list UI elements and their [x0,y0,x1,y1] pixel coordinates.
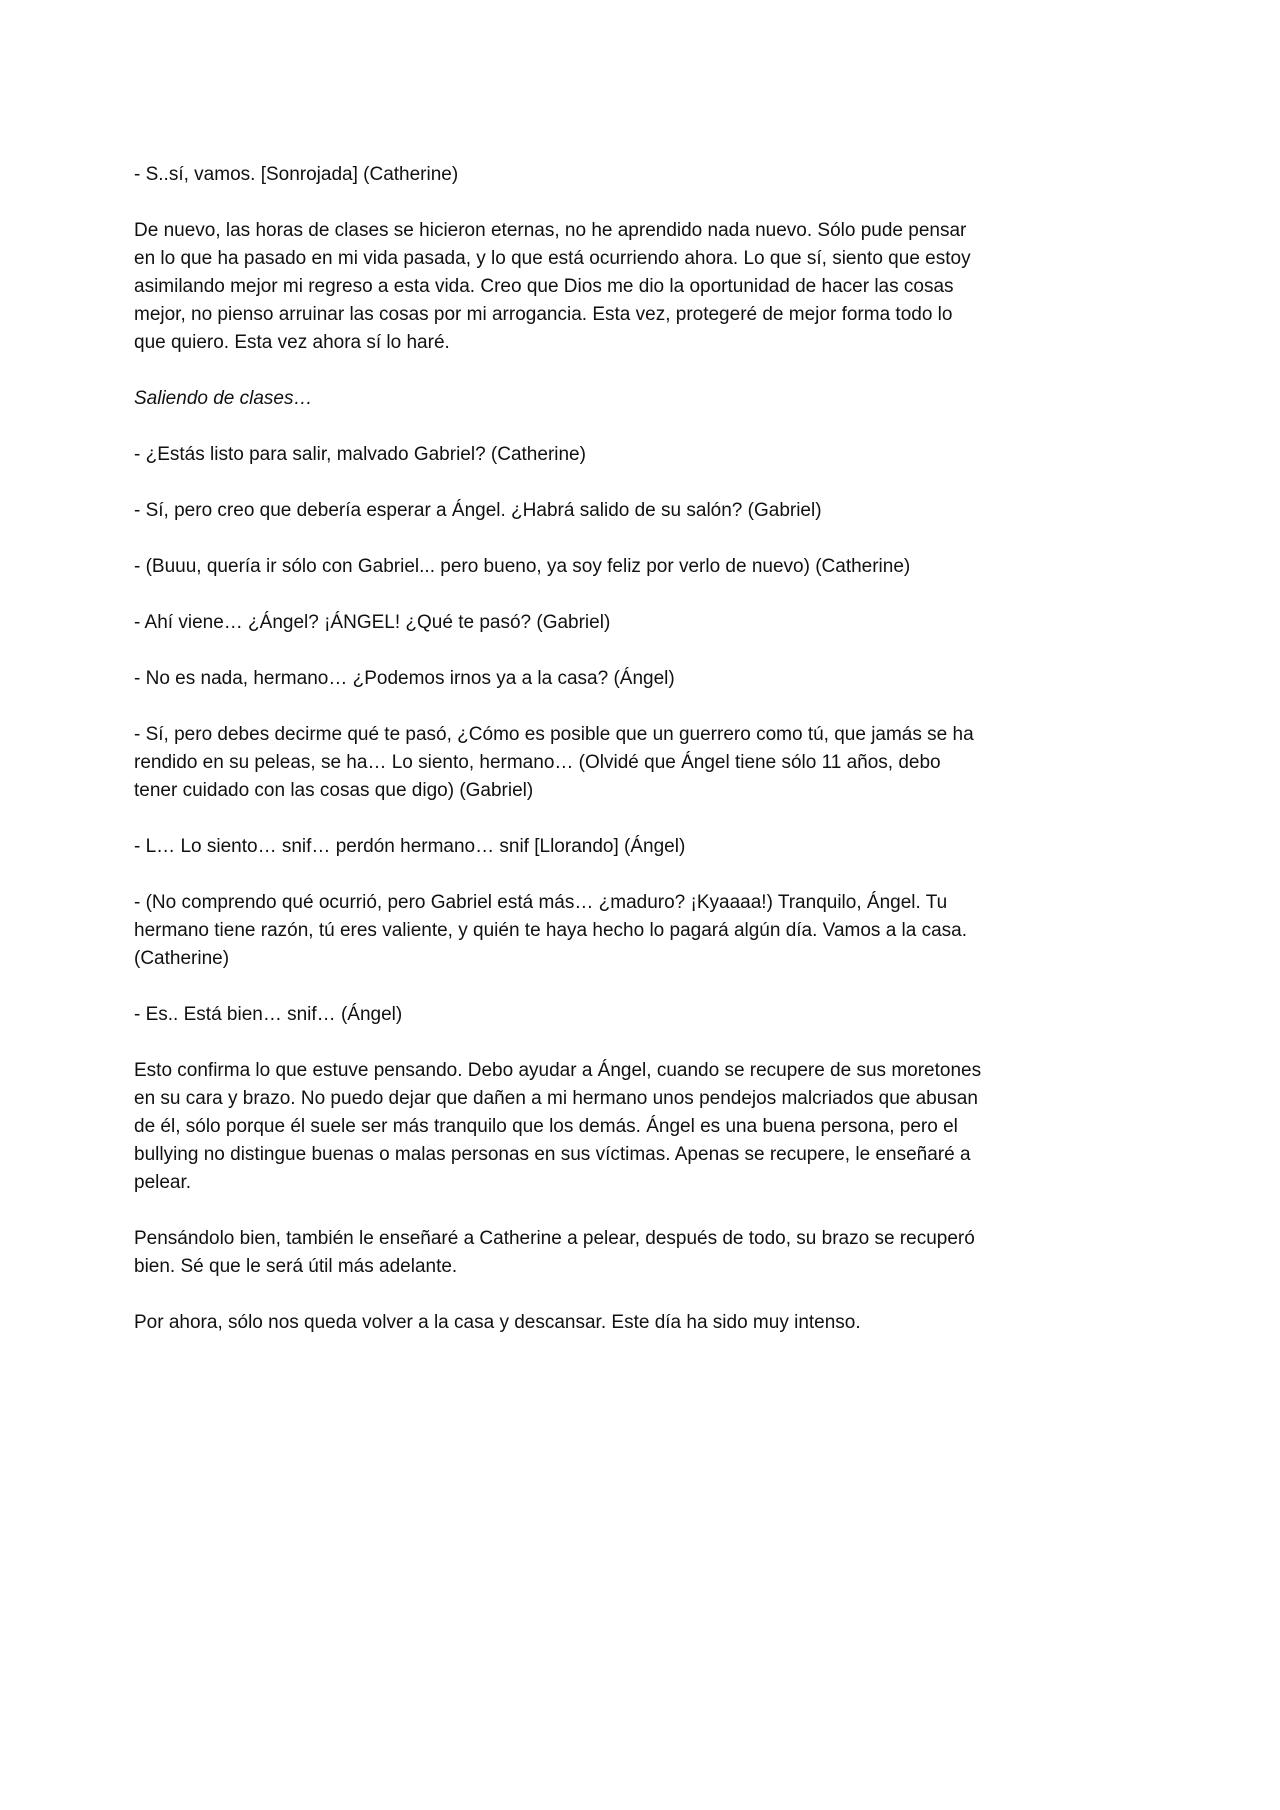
paragraph: - (No comprendo qué ocurrió, pero Gabriel está más… ¿maduro? ¡Kyaaaa!) Tranquilo, Ángel. Tu hermano tiene razón, tú eres valiente, y quién te haya hecho lo pagará algún día. Vamos a la casa. (Catherine) [134,892,968,969]
paragraph: Pensándolo bien, también le enseñaré a Catherine a pelear, después de todo, su brazo se recuperó bien. Sé que le será útil más adelante. [134,1228,975,1277]
paragraph: - Sí, pero debes decirme qué te pasó, ¿Cómo es posible que un guerrero como tú, que jamás se ha rendido en su peleas, se ha… Lo siento, hermano… (Olvidé que Ángel tiene sólo 11 años, debo tener cuidado con las cosas que digo) (Gabriel) [134,724,974,801]
paragraph: - ¿Estás listo para salir, malvado Gabriel? (Catherine) [134,444,586,465]
paragraph: Por ahora, sólo nos queda volver a la casa y descansar. Este día ha sido muy intenso. [134,1312,861,1333]
paragraph: - Ahí viene… ¿Ángel? ¡ÁNGEL! ¿Qué te pasó? (Gabriel) [134,612,611,633]
paragraph: - Sí, pero creo que debería esperar a Ángel. ¿Habrá salido de su salón? (Gabriel) [134,500,822,521]
paragraph: De nuevo, las horas de clases se hicieron eternas, no he aprendido nada nuevo. Sólo pude pensar en lo que ha pasado en mi vida pasada, y lo que está ocurriendo ahora. Lo que sí, siento que estoy asimilando mejor mi regreso a esta vida. Creo que Dios me dio la oportunidad de hacer las cosas mejor, no pienso arruinar las cosas por mi arrogancia. Esta vez, protegeré de mejor forma todo lo que quiero. Esta vez ahora sí lo haré. [134,220,971,353]
document-body [134,161,984,1365]
paragraph: - No es nada, hermano… ¿Podemos irnos ya a la casa? (Ángel) [134,668,675,689]
paragraph: - L… Lo siento… snif… perdón hermano… snif [Llorando] (Ángel) [134,836,686,857]
paragraph: - (Buuu, quería ir sólo con Gabriel... pero bueno, ya soy feliz por verlo de nuevo) (Catherine) [134,556,911,577]
paragraph: - Es.. Está bien… snif… (Ángel) [134,1004,403,1025]
scene-heading: Saliendo de clases… [134,388,313,409]
paragraph: Esto confirma lo que estuve pensando. Debo ayudar a Ángel, cuando se recupere de sus moretones en su cara y brazo. No puedo dejar que dañen a mi hermano unos pendejos malcriados que abusan de él, sólo porque él suele ser más tranquilo que los demás. Ángel es una buena persona, pero el bullying no distingue buenas o malas personas en sus víctimas. Apenas se recupere, le enseñaré a pelear. [134,1060,982,1193]
paragraph: - S..sí, vamos. [Sonrojada] (Catherine) [134,164,459,185]
